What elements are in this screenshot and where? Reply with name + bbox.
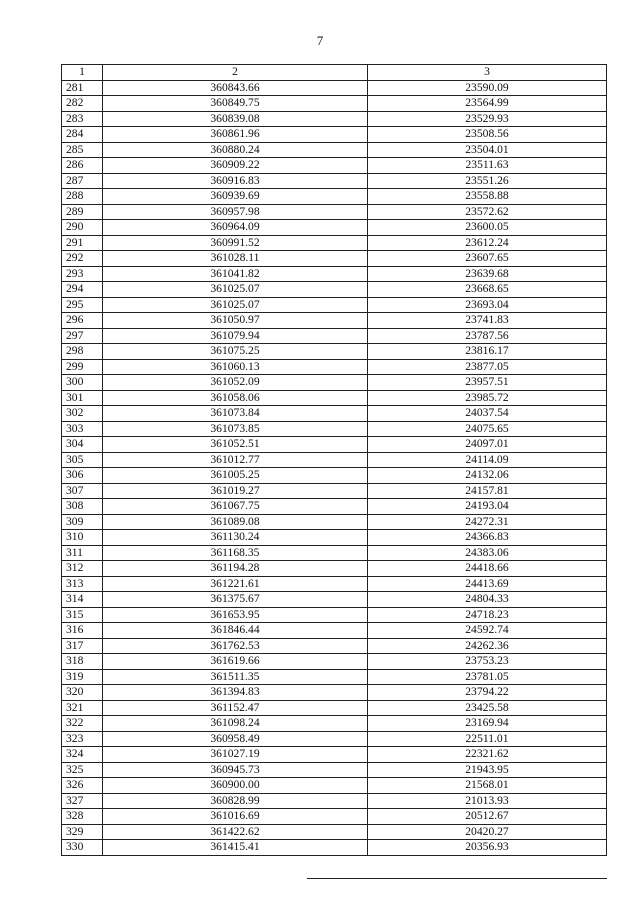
x-coordinate-cell: 361019.27 — [103, 483, 368, 499]
x-coordinate-cell: 361025.07 — [103, 297, 368, 313]
table-row — [62, 375, 607, 391]
y-coordinate-cell: 23787.56 — [368, 328, 607, 344]
x-coordinate-cell: 361075.25 — [103, 344, 368, 360]
y-coordinate-cell: 23741.83 — [368, 313, 607, 329]
y-coordinate-cell: 23877.05 — [368, 359, 607, 375]
table-row — [62, 793, 607, 809]
x-coordinate-cell: 360945.73 — [103, 762, 368, 778]
y-coordinate-cell: 23794.22 — [368, 685, 607, 701]
y-coordinate-cell: 23169.94 — [368, 716, 607, 732]
y-coordinate-cell: 24097.01 — [368, 437, 607, 453]
x-coordinate-cell: 361152.47 — [103, 700, 368, 716]
table-row — [62, 111, 607, 127]
x-coordinate-cell: 360957.98 — [103, 204, 368, 220]
point-number-cell: 286 — [62, 158, 103, 174]
x-coordinate-cell: 361028.11 — [103, 251, 368, 267]
table-row — [62, 840, 607, 856]
table-row — [62, 809, 607, 825]
y-coordinate-cell: 23551.26 — [368, 173, 607, 189]
point-number-cell: 294 — [62, 282, 103, 298]
table-row — [62, 96, 607, 112]
point-number-cell: 298 — [62, 344, 103, 360]
x-coordinate-cell: 361089.08 — [103, 514, 368, 530]
table-row — [62, 220, 607, 236]
point-number-cell: 330 — [62, 840, 103, 856]
table-row — [62, 700, 607, 716]
y-coordinate-cell: 21013.93 — [368, 793, 607, 809]
y-coordinate-cell: 23639.68 — [368, 266, 607, 282]
x-coordinate-cell: 360900.00 — [103, 778, 368, 794]
point-number-cell: 300 — [62, 375, 103, 391]
table-row — [62, 654, 607, 670]
table-row — [62, 607, 607, 623]
table-header-row — [62, 65, 607, 81]
x-coordinate-cell: 360839.08 — [103, 111, 368, 127]
x-coordinate-cell: 360991.52 — [103, 235, 368, 251]
point-number-cell: 282 — [62, 96, 103, 112]
point-number-cell: 323 — [62, 731, 103, 747]
y-coordinate-cell: 23668.65 — [368, 282, 607, 298]
point-number-cell: 312 — [62, 561, 103, 577]
column-header-1: 1 — [62, 65, 103, 81]
x-coordinate-cell: 361619.66 — [103, 654, 368, 670]
x-coordinate-cell: 361375.67 — [103, 592, 368, 608]
point-number-cell: 325 — [62, 762, 103, 778]
y-coordinate-cell: 24366.83 — [368, 530, 607, 546]
table-row — [62, 778, 607, 794]
x-coordinate-cell: 360958.49 — [103, 731, 368, 747]
point-number-cell: 281 — [62, 80, 103, 96]
x-coordinate-cell: 360964.09 — [103, 220, 368, 236]
y-coordinate-cell: 24413.69 — [368, 576, 607, 592]
y-coordinate-cell: 24272.31 — [368, 514, 607, 530]
y-coordinate-cell: 23612.24 — [368, 235, 607, 251]
point-number-cell: 306 — [62, 468, 103, 484]
x-coordinate-cell: 361073.85 — [103, 421, 368, 437]
point-number-cell: 308 — [62, 499, 103, 515]
y-coordinate-cell: 23529.93 — [368, 111, 607, 127]
y-coordinate-cell: 23600.05 — [368, 220, 607, 236]
table-row — [62, 762, 607, 778]
table-row — [62, 685, 607, 701]
y-coordinate-cell: 24383.06 — [368, 545, 607, 561]
point-number-cell: 307 — [62, 483, 103, 499]
y-coordinate-cell: 21943.95 — [368, 762, 607, 778]
y-coordinate-cell: 23753.23 — [368, 654, 607, 670]
x-coordinate-cell: 360939.69 — [103, 189, 368, 205]
coordinates-table — [61, 64, 607, 856]
x-coordinate-cell: 361058.06 — [103, 390, 368, 406]
x-coordinate-cell: 361394.83 — [103, 685, 368, 701]
x-coordinate-cell: 361041.82 — [103, 266, 368, 282]
table-row — [62, 344, 607, 360]
x-coordinate-cell: 361050.97 — [103, 313, 368, 329]
y-coordinate-cell: 24037.54 — [368, 406, 607, 422]
y-coordinate-cell: 24132.06 — [368, 468, 607, 484]
point-number-cell: 296 — [62, 313, 103, 329]
table-row — [62, 592, 607, 608]
point-number-cell: 283 — [62, 111, 103, 127]
y-coordinate-cell: 22321.62 — [368, 747, 607, 763]
table-row — [62, 824, 607, 840]
point-number-cell: 292 — [62, 251, 103, 267]
table-row — [62, 251, 607, 267]
y-coordinate-cell: 20356.93 — [368, 840, 607, 856]
point-number-cell: 313 — [62, 576, 103, 592]
x-coordinate-cell: 361067.75 — [103, 499, 368, 515]
table-row — [62, 189, 607, 205]
y-coordinate-cell: 23425.58 — [368, 700, 607, 716]
y-coordinate-cell: 23511.63 — [368, 158, 607, 174]
x-coordinate-cell: 361168.35 — [103, 545, 368, 561]
x-coordinate-cell: 361221.61 — [103, 576, 368, 592]
point-number-cell: 288 — [62, 189, 103, 205]
point-number-cell: 329 — [62, 824, 103, 840]
y-coordinate-cell: 24157.81 — [368, 483, 607, 499]
y-coordinate-cell: 22511.01 — [368, 731, 607, 747]
table-row — [62, 127, 607, 143]
table-row — [62, 514, 607, 530]
point-number-cell: 321 — [62, 700, 103, 716]
x-coordinate-cell: 361060.13 — [103, 359, 368, 375]
point-number-cell: 287 — [62, 173, 103, 189]
point-number-cell: 289 — [62, 204, 103, 220]
point-number-cell: 302 — [62, 406, 103, 422]
x-coordinate-cell: 361027.19 — [103, 747, 368, 763]
y-coordinate-cell: 23781.05 — [368, 669, 607, 685]
x-coordinate-cell: 361098.24 — [103, 716, 368, 732]
x-coordinate-cell: 361422.62 — [103, 824, 368, 840]
point-number-cell: 319 — [62, 669, 103, 685]
table-row — [62, 421, 607, 437]
point-number-cell: 309 — [62, 514, 103, 530]
point-number-cell: 290 — [62, 220, 103, 236]
table-row — [62, 282, 607, 298]
table-row — [62, 80, 607, 96]
y-coordinate-cell: 23572.62 — [368, 204, 607, 220]
x-coordinate-cell: 361025.07 — [103, 282, 368, 298]
table-row — [62, 731, 607, 747]
point-number-cell: 327 — [62, 793, 103, 809]
point-number-cell: 318 — [62, 654, 103, 670]
table-row — [62, 235, 607, 251]
y-coordinate-cell: 24193.04 — [368, 499, 607, 515]
x-coordinate-cell: 361511.35 — [103, 669, 368, 685]
table-row — [62, 499, 607, 515]
x-coordinate-cell: 361415.41 — [103, 840, 368, 856]
x-coordinate-cell: 361052.09 — [103, 375, 368, 391]
table-row — [62, 452, 607, 468]
point-number-cell: 303 — [62, 421, 103, 437]
table-row — [62, 266, 607, 282]
y-coordinate-cell: 24418.66 — [368, 561, 607, 577]
y-coordinate-cell: 23693.04 — [368, 297, 607, 313]
point-number-cell: 305 — [62, 452, 103, 468]
x-coordinate-cell: 361846.44 — [103, 623, 368, 639]
point-number-cell: 293 — [62, 266, 103, 282]
point-number-cell: 320 — [62, 685, 103, 701]
point-number-cell: 311 — [62, 545, 103, 561]
table-row — [62, 468, 607, 484]
table-body — [62, 80, 607, 855]
table-row — [62, 204, 607, 220]
table-row — [62, 297, 607, 313]
y-coordinate-cell: 24262.36 — [368, 638, 607, 654]
x-coordinate-cell: 360861.96 — [103, 127, 368, 143]
point-number-cell: 316 — [62, 623, 103, 639]
point-number-cell: 291 — [62, 235, 103, 251]
x-coordinate-cell: 360849.75 — [103, 96, 368, 112]
x-coordinate-cell: 361052.51 — [103, 437, 368, 453]
table-row — [62, 623, 607, 639]
y-coordinate-cell: 24804.33 — [368, 592, 607, 608]
x-coordinate-cell: 361130.24 — [103, 530, 368, 546]
y-coordinate-cell: 23957.51 — [368, 375, 607, 391]
x-coordinate-cell: 361079.94 — [103, 328, 368, 344]
x-coordinate-cell: 361073.84 — [103, 406, 368, 422]
table-row — [62, 747, 607, 763]
table-row — [62, 530, 607, 546]
point-number-cell: 310 — [62, 530, 103, 546]
table-row — [62, 173, 607, 189]
x-coordinate-cell: 361005.25 — [103, 468, 368, 484]
column-header-2: 2 — [103, 65, 368, 81]
y-coordinate-cell: 24718.23 — [368, 607, 607, 623]
column-header-3: 3 — [368, 65, 607, 81]
point-number-cell: 322 — [62, 716, 103, 732]
table-row — [62, 561, 607, 577]
x-coordinate-cell: 360828.99 — [103, 793, 368, 809]
point-number-cell: 315 — [62, 607, 103, 623]
point-number-cell: 284 — [62, 127, 103, 143]
x-coordinate-cell: 361194.28 — [103, 561, 368, 577]
y-coordinate-cell: 23508.56 — [368, 127, 607, 143]
point-number-cell: 328 — [62, 809, 103, 825]
point-number-cell: 299 — [62, 359, 103, 375]
table-row — [62, 545, 607, 561]
table-row — [62, 437, 607, 453]
y-coordinate-cell: 23558.88 — [368, 189, 607, 205]
y-coordinate-cell: 23607.65 — [368, 251, 607, 267]
point-number-cell: 314 — [62, 592, 103, 608]
y-coordinate-cell: 24075.65 — [368, 421, 607, 437]
x-coordinate-cell: 361762.53 — [103, 638, 368, 654]
x-coordinate-cell: 361653.95 — [103, 607, 368, 623]
x-coordinate-cell: 361016.69 — [103, 809, 368, 825]
point-number-cell: 304 — [62, 437, 103, 453]
point-number-cell: 297 — [62, 328, 103, 344]
point-number-cell: 324 — [62, 747, 103, 763]
y-coordinate-cell: 23564.99 — [368, 96, 607, 112]
table-row — [62, 669, 607, 685]
y-coordinate-cell: 20512.67 — [368, 809, 607, 825]
table-row — [62, 142, 607, 158]
y-coordinate-cell: 23816.17 — [368, 344, 607, 360]
x-coordinate-cell: 361012.77 — [103, 452, 368, 468]
point-number-cell: 285 — [62, 142, 103, 158]
point-number-cell: 317 — [62, 638, 103, 654]
point-number-cell: 295 — [62, 297, 103, 313]
y-coordinate-cell: 20420.27 — [368, 824, 607, 840]
table-row — [62, 483, 607, 499]
x-coordinate-cell: 360909.22 — [103, 158, 368, 174]
y-coordinate-cell: 23985.72 — [368, 390, 607, 406]
table-row — [62, 576, 607, 592]
x-coordinate-cell: 360880.24 — [103, 142, 368, 158]
y-coordinate-cell: 24592.74 — [368, 623, 607, 639]
y-coordinate-cell: 24114.09 — [368, 452, 607, 468]
table-row — [62, 158, 607, 174]
table-row — [62, 359, 607, 375]
y-coordinate-cell: 23590.09 — [368, 80, 607, 96]
x-coordinate-cell: 360843.66 — [103, 80, 368, 96]
table-row — [62, 638, 607, 654]
table-row — [62, 406, 607, 422]
footer-rule — [307, 878, 607, 879]
x-coordinate-cell: 360916.83 — [103, 173, 368, 189]
point-number-cell: 301 — [62, 390, 103, 406]
table-row — [62, 390, 607, 406]
table-row — [62, 313, 607, 329]
point-number-cell: 326 — [62, 778, 103, 794]
y-coordinate-cell: 23504.01 — [368, 142, 607, 158]
y-coordinate-cell: 21568.01 — [368, 778, 607, 794]
page-number: 7 — [316, 33, 324, 48]
table-row — [62, 716, 607, 732]
table-row — [62, 328, 607, 344]
